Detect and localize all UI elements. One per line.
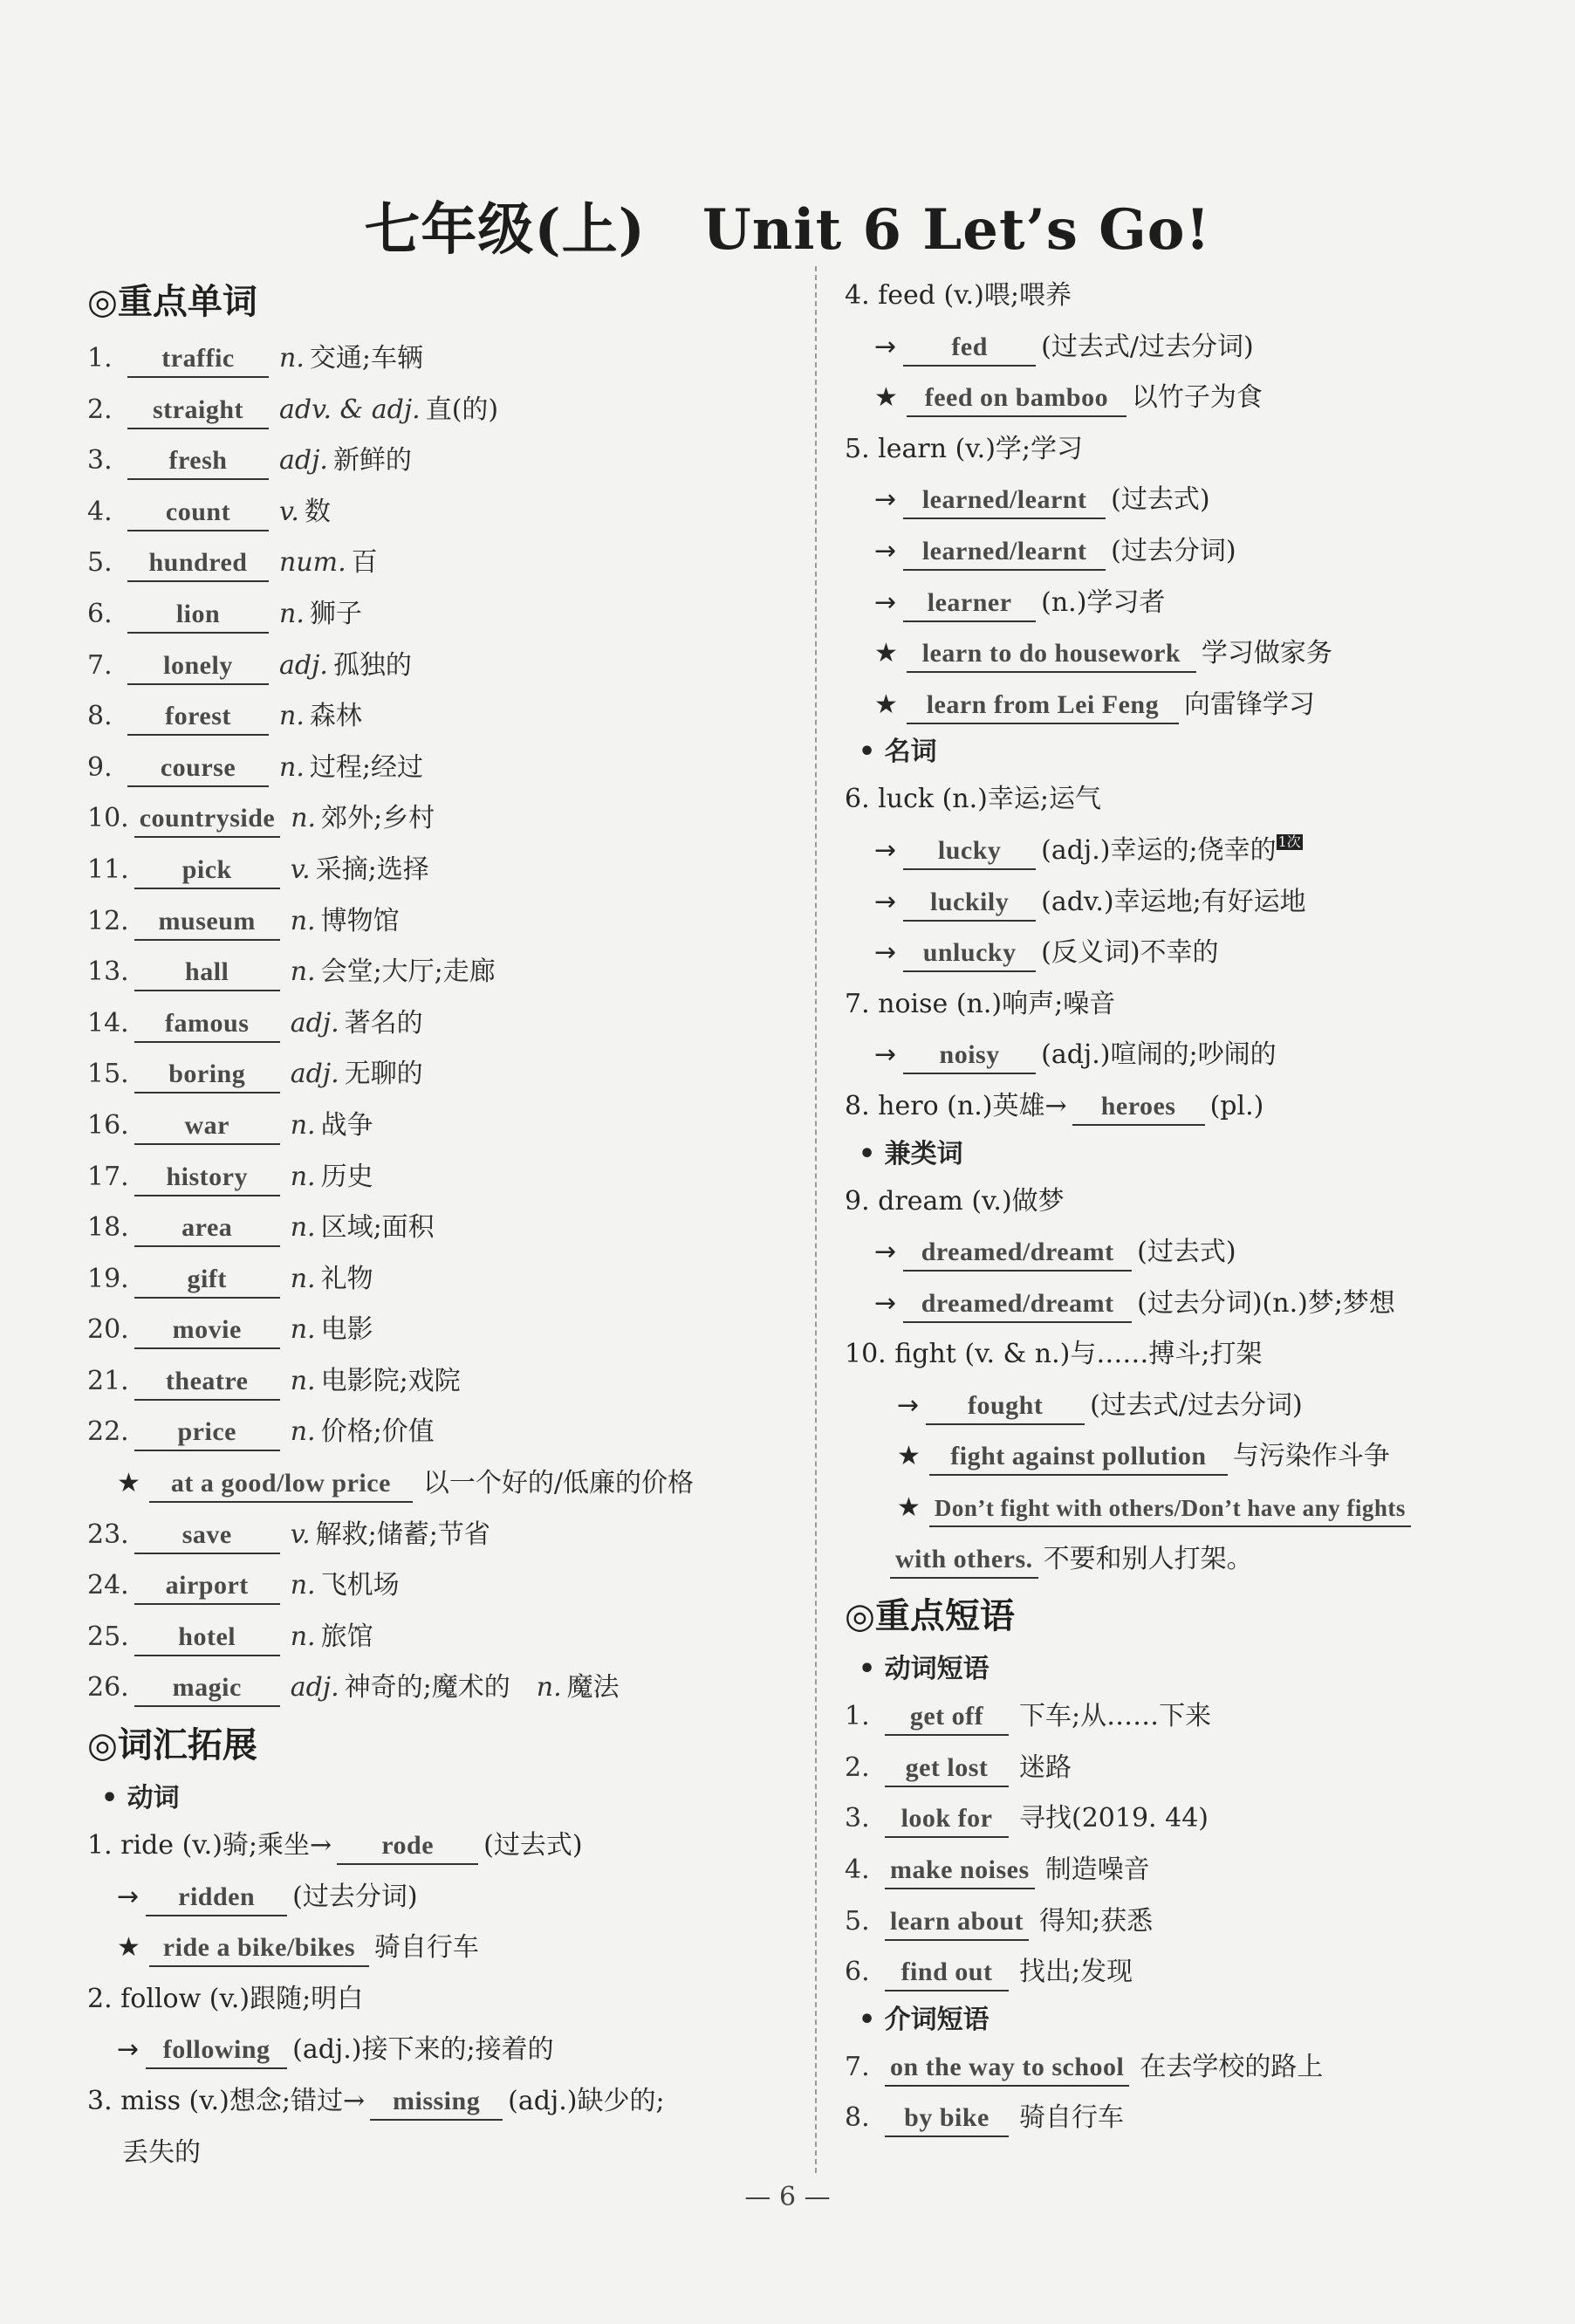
dream-row-3 — [845, 1279, 1543, 1330]
page-title: 七年级(上) Unit 6 Let’s Go! — [364, 197, 1211, 263]
item-number: 15. — [87, 1059, 129, 1090]
learn-row — [845, 424, 1543, 476]
answer-blank: hundred — [127, 545, 269, 582]
star-icon: ★ — [874, 689, 898, 720]
arrow-icon: → — [874, 937, 897, 969]
part-of-speech: n. — [290, 1416, 316, 1448]
page-number: — 6 — — [744, 2182, 831, 2212]
fight-star-row-2 — [845, 1483, 1543, 1534]
entry-note: (n.)学习者 — [1041, 586, 1166, 618]
answer-blank: lion — [127, 597, 269, 634]
star-icon: ★ — [874, 382, 898, 414]
answer-blank: famous — [134, 1006, 280, 1043]
subhead-verb: • 动词 — [101, 1783, 180, 1814]
arrow-icon: → — [117, 1881, 140, 1912]
chinese-meaning: 百 — [351, 547, 378, 579]
feed-row-2 — [845, 322, 1543, 374]
part-of-speech: v. — [290, 1518, 311, 1550]
phrase-row — [845, 1845, 1543, 1896]
part-of-speech: adj. — [290, 1672, 339, 1704]
fight-row — [845, 1329, 1543, 1381]
entry-note: (过去分词) — [292, 1881, 418, 1912]
entry-head: 4. feed (v.)喂;喂养 — [845, 280, 1072, 311]
follow-row — [87, 1974, 785, 2026]
phrase-row — [845, 1691, 1543, 1743]
item-number: 21. — [87, 1365, 129, 1396]
word-row — [87, 487, 785, 538]
answer-blank: feed on bamboo — [907, 380, 1126, 417]
chinese-meaning: 下车;从……下来 — [1019, 1701, 1212, 1732]
arrow-icon: → — [874, 484, 897, 516]
word22-star-row — [87, 1458, 785, 1510]
entry-note: (过去式) — [1111, 484, 1210, 516]
phrase-row — [845, 1743, 1543, 1794]
answer-blank: fed — [903, 330, 1036, 367]
chinese-meaning: 骑自行车 — [1019, 2102, 1124, 2134]
item-number: 2. — [87, 394, 113, 425]
arrow-icon: → — [874, 331, 897, 362]
answer-blank: learner — [903, 586, 1036, 622]
subhead-verb-phrase: • 动词短语 — [859, 1654, 990, 1685]
entry-note: (过去式/过去分词) — [1090, 1389, 1303, 1421]
chinese-meaning: 价格;价值 — [320, 1416, 435, 1448]
word-row — [87, 947, 785, 998]
answer-blank: lucky — [903, 833, 1036, 870]
item-number: 10. — [87, 803, 129, 834]
entry-note: (pl.) — [1209, 1090, 1264, 1121]
chinese-meaning: 战争 — [320, 1109, 373, 1141]
star-icon: ★ — [117, 1932, 140, 1964]
part-of-speech: adj. — [290, 1059, 339, 1090]
part-of-speech: n. — [290, 1621, 316, 1652]
answer-blank: dreamed/dreamt — [903, 1235, 1132, 1272]
entry-note: (过去式) — [1137, 1237, 1236, 1268]
part-of-speech: n. — [290, 905, 316, 936]
answer-blank: by bike — [885, 2101, 1009, 2137]
item-number: 7. — [845, 2051, 870, 2082]
item-number: 11. — [87, 854, 129, 885]
item-number: 16. — [87, 1109, 129, 1141]
answer-blank: luckily — [903, 885, 1036, 922]
item-number: 3. — [87, 445, 113, 476]
learn-star-row-2 — [845, 680, 1543, 731]
star-icon: ★ — [874, 638, 898, 669]
star-icon: ★ — [897, 1492, 921, 1524]
part-of-speech: n. — [279, 598, 305, 629]
chinese-meaning: 找出;发现 — [1019, 1957, 1133, 1988]
column-divider — [815, 266, 817, 2173]
section-key-phrases: ◎重点短语 — [845, 1596, 1015, 1637]
verb-phrase-list — [845, 1691, 1543, 1998]
answer-blank: with others. — [890, 1542, 1038, 1579]
chinese-meaning: 会堂;大厅;走廊 — [320, 956, 496, 988]
item-number: 18. — [87, 1212, 129, 1244]
item-number: 23. — [87, 1518, 129, 1550]
chinese-meaning: 迷路 — [1019, 1752, 1072, 1783]
chinese-meaning: 郊外;乡村 — [321, 803, 435, 834]
part-of-speech: n. — [279, 751, 305, 783]
answer-blank: missing — [370, 2084, 503, 2121]
word-row — [87, 1203, 785, 1254]
fight-star-row-1 — [845, 1431, 1543, 1483]
word-row — [87, 1662, 785, 1714]
entry-note: 丢失的 — [122, 2136, 201, 2168]
chinese-meaning: 神奇的;魔术的 — [344, 1672, 510, 1704]
item-number: 26. — [87, 1672, 129, 1704]
item-number: 8. — [87, 701, 113, 732]
answer-blank: make noises — [885, 1853, 1035, 1889]
fight-star-cont-row — [845, 1534, 1543, 1586]
answer-blank: look for — [885, 1801, 1009, 1838]
chinese-meaning: 礼物 — [320, 1263, 373, 1294]
word-list — [87, 333, 785, 1458]
part-of-speech: adj. — [290, 1007, 339, 1039]
answer-blank: magic — [134, 1670, 280, 1707]
word-row — [87, 1305, 785, 1356]
noise-row-2 — [845, 1030, 1543, 1081]
chinese-meaning: 博物馆 — [320, 905, 400, 936]
word-row — [87, 845, 785, 896]
noise-row — [845, 979, 1543, 1031]
entry-head: 2. follow (v.)跟随;明白 — [87, 1983, 364, 2014]
prep-phrase-list — [845, 2042, 1543, 2144]
item-number: 20. — [87, 1314, 129, 1346]
entry-note: 以竹子为食 — [1131, 382, 1263, 414]
arrow-icon: → — [874, 1287, 897, 1319]
word-row — [87, 589, 785, 641]
entry-note: (adj.)缺少的; — [508, 2086, 665, 2116]
answer-blank: hall — [134, 955, 280, 991]
chinese-meaning: 森林 — [309, 701, 362, 732]
part-of-speech: num. — [279, 547, 346, 579]
arrow-icon: → — [874, 535, 897, 566]
arrow-icon: → — [874, 834, 897, 866]
answer-blank: movie — [134, 1313, 280, 1349]
word-row — [87, 793, 785, 845]
answer-blank: noisy — [903, 1038, 1036, 1074]
chinese-meaning: 飞机场 — [320, 1570, 400, 1601]
part-of-speech: n. — [290, 1109, 316, 1141]
entry-note: (反义词)不幸的 — [1041, 937, 1219, 969]
right-column — [845, 271, 1543, 2144]
answer-blank: learn to do housework — [907, 636, 1196, 673]
entry-head: 6. luck (n.)幸运;运气 — [845, 784, 1101, 815]
exam-count-badge: 1次 — [1277, 833, 1301, 850]
part-of-speech: n. — [290, 1314, 316, 1346]
item-number: 4. — [87, 496, 113, 527]
phrase-row — [845, 2042, 1543, 2094]
word-row — [87, 1049, 785, 1100]
part-of-speech: n. — [291, 803, 317, 834]
chinese-meaning: 寻找(2019. 44) — [1019, 1803, 1209, 1834]
word-row — [87, 998, 785, 1050]
entry-head: 9. dream (v.)做梦 — [845, 1185, 1065, 1217]
word-row — [87, 538, 785, 589]
answer-blank: fresh — [127, 443, 269, 480]
entry-note: (adj.)幸运的;侥幸的 — [1041, 834, 1277, 866]
word-row — [87, 641, 785, 692]
item-number: 5. — [845, 1905, 870, 1937]
star-icon: ★ — [897, 1441, 921, 1472]
answer-blank: hotel — [134, 1620, 280, 1656]
item-number: 8. — [845, 2102, 870, 2134]
entry-head: 5. learn (v.)学;学习 — [845, 433, 1084, 464]
chinese-meaning: 历史 — [320, 1161, 373, 1192]
item-number: 14. — [87, 1007, 129, 1039]
part-of-speech: adv. & adj. — [279, 394, 421, 425]
answer-blank: heroes — [1072, 1089, 1205, 1126]
part-of-speech: n. — [290, 1212, 316, 1244]
answer-blank: theatre — [134, 1364, 280, 1401]
word-row — [87, 1510, 785, 1561]
chinese-meaning: 孤独的 — [332, 649, 412, 681]
answer-blank: Don’t fight with others/Don’t have any fights — [929, 1491, 1411, 1527]
subhead-prep-phrase: • 介词短语 — [859, 2004, 990, 2035]
item-number: 13. — [87, 956, 129, 988]
star-icon: ★ — [117, 1468, 140, 1499]
chinese-meaning: 以一个好的/低廉的价格 — [422, 1468, 695, 1499]
word-row — [87, 1560, 785, 1612]
word-row — [87, 743, 785, 794]
chinese-meaning: 数 — [304, 496, 331, 527]
chinese-meaning: 旅馆 — [320, 1621, 373, 1652]
arrow-icon: → — [897, 1389, 920, 1421]
word-row — [87, 691, 785, 743]
answer-blank: on the way to school — [885, 2050, 1129, 2087]
word-row — [87, 385, 785, 436]
arrow-icon: → — [874, 586, 897, 618]
part-of-speech: v. — [279, 496, 299, 527]
arrow-icon: → — [874, 1039, 897, 1071]
entry-note: (过去分词) — [1111, 535, 1236, 566]
chinese-meaning: 制造噪音 — [1044, 1854, 1150, 1886]
chinese-meaning: 交通;车辆 — [309, 343, 423, 374]
entry-note: (adj.)接下来的;接着的 — [292, 2034, 554, 2066]
luck-row-4 — [845, 928, 1543, 979]
answer-blank: history — [134, 1160, 280, 1196]
answer-blank: lonely — [127, 648, 269, 685]
answer-blank: straight — [127, 393, 269, 429]
item-number: 25. — [87, 1621, 129, 1652]
chinese-meaning-2: 魔法 — [566, 1672, 620, 1704]
answer-blank: countryside — [134, 801, 281, 838]
phrase-row — [845, 2093, 1543, 2144]
miss-cont-row — [87, 2128, 785, 2179]
item-number: 5. — [87, 547, 113, 579]
ride-row — [87, 1820, 785, 1872]
item-number: 17. — [87, 1161, 129, 1192]
part-of-speech: n. — [279, 343, 305, 374]
item-number: 19. — [87, 1263, 129, 1294]
chinese-meaning: 采摘;选择 — [315, 854, 429, 885]
chinese-meaning: 区域;面积 — [320, 1212, 435, 1244]
chinese-meaning: 电影院;戏院 — [320, 1365, 461, 1396]
item-number: 1. — [87, 343, 113, 374]
luck-row-2 — [845, 826, 1543, 877]
arrow-icon: → — [874, 886, 897, 917]
answer-blank: ridden — [146, 1880, 287, 1916]
chinese-meaning: 新鲜的 — [332, 445, 412, 476]
dream-row-2 — [845, 1227, 1543, 1279]
chinese-meaning: 在去学校的路上 — [1140, 2051, 1324, 2082]
word-row — [87, 1612, 785, 1663]
luck-row — [845, 774, 1543, 826]
answer-blank: get off — [885, 1699, 1009, 1736]
part-of-speech: n. — [290, 1161, 316, 1192]
chinese-meaning: 著名的 — [344, 1007, 423, 1039]
chinese-meaning: 无聊的 — [344, 1059, 423, 1090]
word-row — [87, 333, 785, 385]
follow-row-2 — [87, 2025, 785, 2076]
fight-row-2 — [845, 1381, 1543, 1432]
part-of-speech: n. — [290, 1365, 316, 1396]
answer-blank: learn from Lei Feng — [907, 688, 1179, 724]
answer-blank: save — [134, 1518, 280, 1554]
part-of-speech: n. — [290, 956, 316, 988]
answer-blank: boring — [134, 1057, 280, 1093]
answer-blank: rode — [337, 1828, 478, 1865]
item-number: 12. — [87, 905, 129, 936]
answer-blank: pick — [134, 853, 280, 889]
word-row — [87, 1152, 785, 1203]
entry-head: 1. ride (v.)骑;乘坐→ — [87, 1830, 332, 1861]
word-list-2 — [87, 1510, 785, 1714]
answer-blank: learned/learnt — [903, 483, 1106, 519]
part-of-speech: n. — [279, 701, 305, 732]
item-number: 4. — [845, 1854, 870, 1886]
phrase-row — [845, 1793, 1543, 1845]
answer-blank: dreamed/dreamt — [903, 1286, 1132, 1323]
entry-note: (adv.)幸运地;有好运地 — [1041, 886, 1306, 917]
part-of-speech-2: n. — [536, 1672, 562, 1704]
arrow-icon: → — [117, 2034, 140, 2066]
part-of-speech: n. — [290, 1263, 316, 1294]
answer-blank: learn about — [885, 1904, 1029, 1941]
subhead-noun: • 名词 — [859, 737, 937, 768]
answer-blank: price — [134, 1415, 280, 1451]
item-number: 24. — [87, 1570, 129, 1601]
entry-note: (过去式/过去分词) — [1041, 331, 1254, 362]
answer-blank: learned/learnt — [903, 534, 1106, 571]
item-number: 6. — [845, 1957, 870, 1988]
learn-row-4 — [845, 578, 1543, 629]
entry-note: 骑自行车 — [373, 1932, 479, 1964]
entry-note: (adj.)喧闹的;吵闹的 — [1041, 1039, 1277, 1071]
feed-row — [845, 271, 1543, 322]
learn-star-row-1 — [845, 628, 1543, 680]
part-of-speech: v. — [290, 854, 311, 885]
arrow-icon: → — [874, 1237, 897, 1268]
answer-blank: count — [127, 495, 269, 531]
feed-star-row — [845, 373, 1543, 424]
item-number: 22. — [87, 1416, 129, 1448]
chinese-meaning: 解救;储蓄;节省 — [315, 1518, 490, 1550]
word-row — [87, 435, 785, 487]
item-number: 6. — [87, 598, 113, 629]
word-row — [87, 896, 785, 948]
answer-blank: get lost — [885, 1751, 1009, 1787]
answer-blank: find out — [885, 1955, 1009, 1992]
item-number: 2. — [845, 1752, 870, 1783]
word-row — [87, 1356, 785, 1408]
chinese-meaning: 直(的) — [425, 394, 499, 425]
phrase-row — [845, 1896, 1543, 1948]
learn-row-3 — [845, 526, 1543, 578]
word-row — [87, 1254, 785, 1306]
ride-row-2 — [87, 1872, 785, 1923]
learn-row-2 — [845, 475, 1543, 526]
answer-blank: course — [127, 751, 269, 787]
hero-row — [845, 1081, 1543, 1133]
dream-row — [845, 1176, 1543, 1228]
word-row — [87, 1407, 785, 1458]
entry-head: 7. noise (n.)响声;噪音 — [845, 988, 1116, 1019]
chinese-meaning: 过程;经过 — [309, 751, 423, 783]
entry-head: 8. hero (n.)英雄→ — [845, 1090, 1067, 1121]
section-key-words: ◎重点单词 — [87, 282, 257, 322]
subhead-multi: • 兼类词 — [859, 1138, 963, 1169]
entry-note: 向雷锋学习 — [1183, 689, 1315, 720]
answer-blank: airport — [134, 1568, 280, 1605]
entry-head: 10. fight (v. & n.)与……搏斗;打架 — [845, 1339, 1263, 1370]
entry-note: (过去式) — [483, 1830, 583, 1861]
item-number: 1. — [845, 1701, 870, 1732]
section-vocab-ext: ◎词汇拓展 — [87, 1725, 257, 1766]
chinese-meaning: 得知;获悉 — [1039, 1905, 1154, 1937]
entry-note: 学习做家务 — [1201, 638, 1332, 669]
left-column — [87, 271, 785, 2178]
answer-blank: fought — [926, 1388, 1085, 1425]
part-of-speech: adj. — [279, 649, 328, 681]
entry-head: 3. miss (v.)想念;错过→ — [87, 2086, 366, 2116]
answer-blank: museum — [134, 904, 280, 941]
answer-blank: following — [146, 2033, 287, 2069]
entry-note: (过去分词)(n.)梦;梦想 — [1137, 1287, 1395, 1319]
part-of-speech: n. — [290, 1570, 316, 1601]
item-number: 3. — [845, 1803, 870, 1834]
word-row — [87, 1100, 785, 1152]
miss-row — [87, 2076, 785, 2128]
answer-blank: fight against pollution — [929, 1439, 1228, 1476]
phrase-row — [845, 1947, 1543, 1998]
luck-row-3 — [845, 877, 1543, 929]
answer-blank: gift — [134, 1262, 280, 1299]
item-number: 7. — [87, 649, 113, 681]
entry-note: 不要和别人打架。 — [1043, 1543, 1253, 1574]
entry-note: 与污染作斗争 — [1232, 1441, 1390, 1472]
answer-blank: traffic — [127, 341, 269, 378]
chinese-meaning: 狮子 — [309, 598, 362, 629]
chinese-meaning: 电影 — [320, 1314, 373, 1346]
answer-blank: at a good/low price — [149, 1466, 413, 1503]
answer-blank: unlucky — [903, 936, 1036, 972]
answer-blank: war — [134, 1108, 280, 1145]
ride-star-row — [87, 1923, 785, 1974]
answer-blank: forest — [127, 699, 269, 736]
answer-blank: area — [134, 1210, 280, 1247]
answer-blank: ride a bike/bikes — [149, 1930, 369, 1967]
part-of-speech: adj. — [279, 445, 328, 476]
item-number: 9. — [87, 751, 113, 783]
